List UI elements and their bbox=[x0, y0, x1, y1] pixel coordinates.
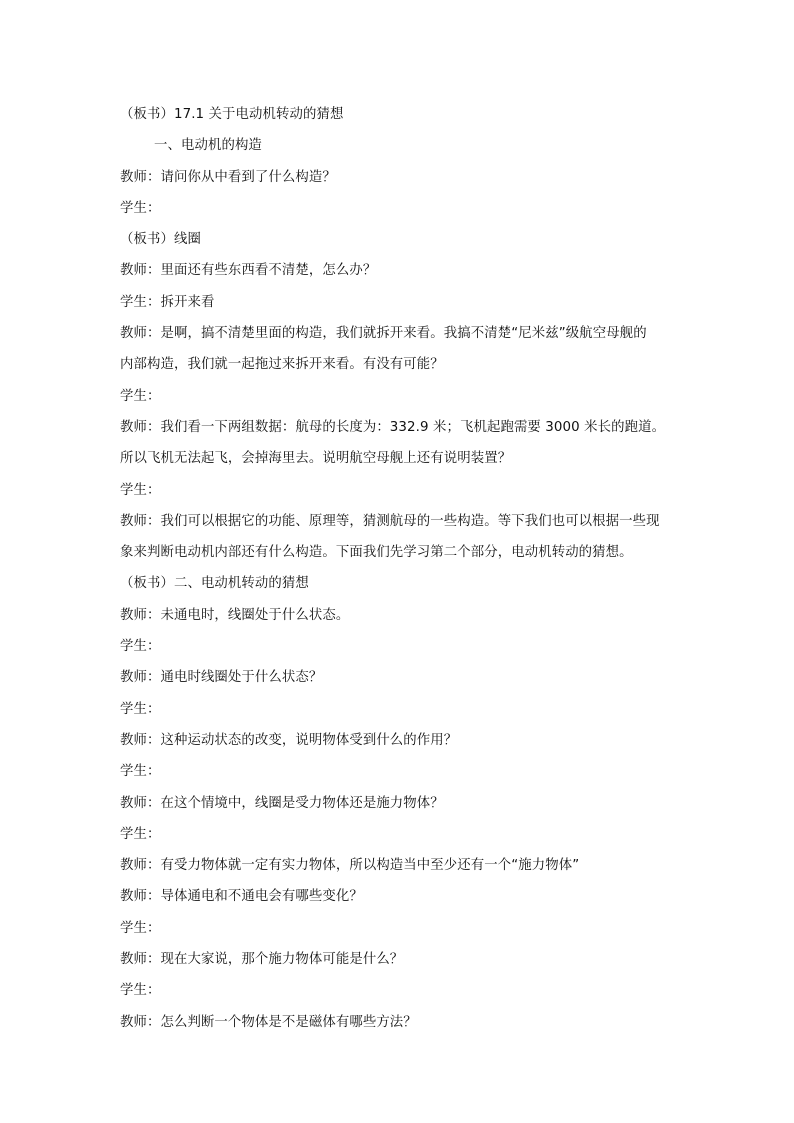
teacher-line: 教师：导体通电和不通电会有哪些变化？ bbox=[120, 889, 363, 905]
board-note: （板书）线圈 bbox=[120, 232, 201, 248]
student-line: 学生： bbox=[120, 388, 161, 404]
section-heading: 一、电动机的构造 bbox=[154, 138, 262, 154]
teacher-line-continued: 所以飞机无法起飞，会掉海里去。说明航空母舰上还有说明装置？ bbox=[120, 451, 512, 467]
teacher-line: 教师：现在大家说，那个施力物体可能是什么？ bbox=[120, 952, 404, 968]
student-line: 学生： bbox=[120, 983, 161, 999]
teacher-line: 教师：在这个情境中，线圈是受力物体还是施力物体？ bbox=[120, 795, 444, 811]
teacher-line-continued: 内部构造，我们就一起拖过来拆开来看。有没有可能？ bbox=[120, 357, 444, 373]
teacher-line: 教师：我们可以根据它的功能、原理等，猜测航母的一些构造。等下我们也可以根据一些现 bbox=[120, 513, 660, 529]
student-line: 学生： bbox=[120, 920, 161, 936]
board-heading: （板书）二、电动机转动的猜想 bbox=[120, 576, 309, 592]
student-line: 学生： bbox=[120, 200, 161, 216]
student-line: 学生： bbox=[120, 701, 161, 717]
teacher-line: 教师：我们看一下两组数据：航母的长度为：332.9 米；飞机起跑需要 3000 米长的跑道。 bbox=[120, 419, 666, 435]
student-line: 学生： bbox=[120, 826, 161, 842]
board-heading: （板书）17.1 关于电动机转动的猜想 bbox=[120, 107, 344, 122]
teacher-line: 教师：怎么判断一个物体是不是磁体有哪些方法？ bbox=[120, 1014, 417, 1030]
student-line: 学生： bbox=[120, 482, 161, 498]
teacher-line: 教师：是啊，搞不清楚里面的构造，我们就拆开来看。我搞不清楚“尼米兹”级航空母舰的 bbox=[120, 326, 647, 342]
document-body bbox=[120, 99, 690, 1038]
student-line: 学生：拆开来看 bbox=[120, 294, 215, 310]
student-line: 学生： bbox=[120, 639, 161, 655]
student-line: 学生： bbox=[120, 764, 161, 780]
teacher-line: 教师：未通电时，线圈处于什么状态。 bbox=[120, 607, 350, 623]
teacher-line: 教师：通电时线圈处于什么状态？ bbox=[120, 670, 323, 686]
teacher-line: 教师：请问你从中看到了什么构造？ bbox=[120, 169, 336, 185]
teacher-line-continued: 象来判断电动机内部还有什么构造。下面我们先学习第二个部分，电动机转动的猜想。 bbox=[120, 545, 633, 561]
teacher-line: 教师：有受力物体就一定有实力物体，所以构造当中至少还有一个“施力物体” bbox=[120, 858, 580, 874]
teacher-line: 教师：这种运动状态的改变，说明物体受到什么的作用？ bbox=[120, 732, 458, 748]
teacher-line: 教师：里面还有些东西看不清楚，怎么办？ bbox=[120, 263, 377, 279]
